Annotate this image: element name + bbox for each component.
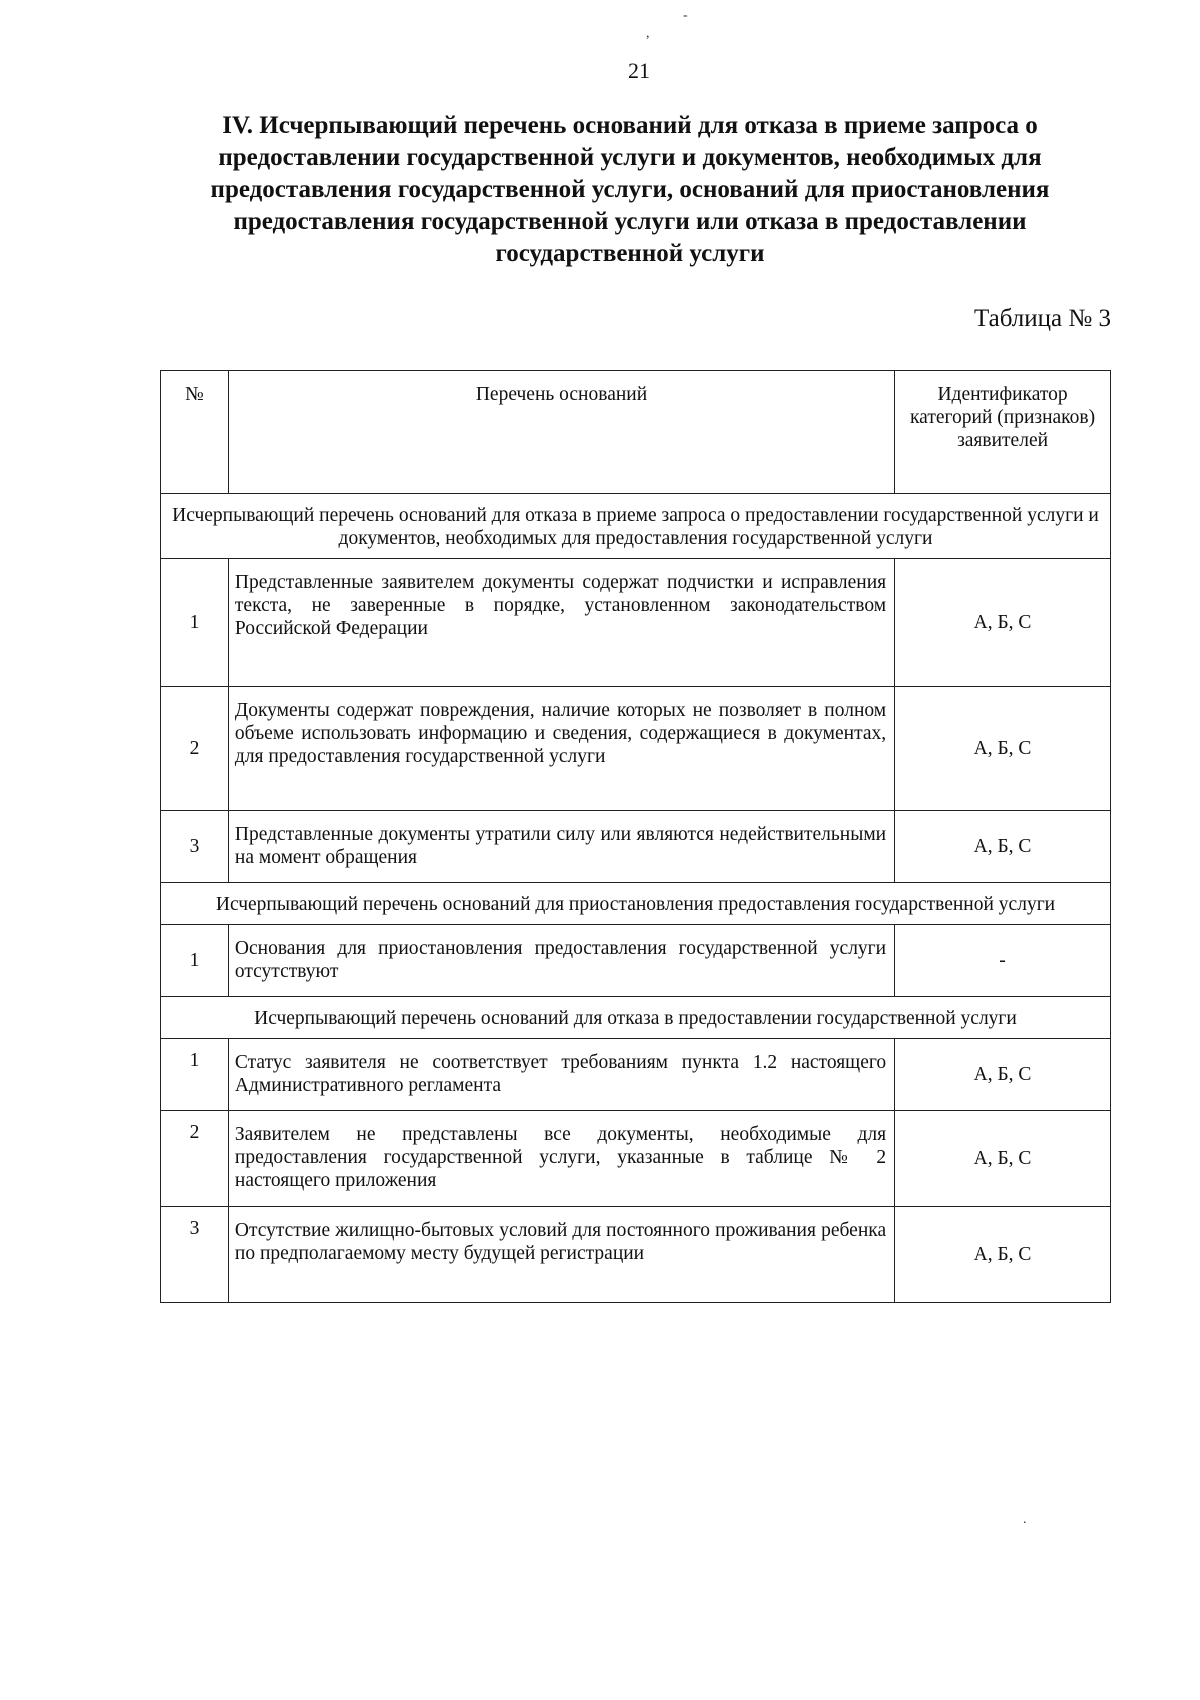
row-identifier: А, Б, С: [895, 559, 1111, 687]
section-heading-row: [161, 883, 1111, 925]
row-num: 3: [161, 1207, 229, 1303]
header-grounds: Перечень оснований: [228, 371, 894, 494]
section-heading: Исчерпывающий перечень оснований для отказа в предоставлении государственной услуги: [161, 997, 1111, 1039]
row-num: 1: [161, 559, 229, 687]
scan-mark-top: -: [683, 8, 688, 23]
row-text: Основания для приостановления предоставления государственной услуги отсутствуют: [228, 925, 894, 997]
table-row: [161, 687, 1111, 811]
row-text: Представленные заявителем документы содержат подчистки и исправления текста, не заверенные в порядке, установленном законодательством Российской Федерации: [228, 559, 894, 687]
header-num: №: [161, 371, 229, 494]
row-text: Представленные документы утратили силу или являются недействительными на момент обращения: [228, 811, 894, 883]
section-title: IV. Исчерпывающий перечень оснований для отказа в приеме запроса о предоставлении государственной услуги и документов, необходимых для предоставления государственной услуги, оснований для приостановления предоставления государственной услуги или отказа в предоставлении государственной услуги: [210, 112, 1050, 267]
row-text: Отсутствие жилищно-бытовых условий для постоянного проживания ребенка по предполагаемому месту будущей регистрации: [228, 1207, 894, 1303]
row-text: Документы содержат повреждения, наличие которых не позволяет в полном объеме использовать информацию и сведения, содержащиеся в документах, для предоставления государственной услуги: [228, 687, 894, 811]
row-text: Статус заявителя не соответствует требованиям пункта 1.2 настоящего Административного регламента: [228, 1039, 894, 1111]
row-identifier: А, Б, С: [895, 1111, 1111, 1207]
row-num: 1: [161, 925, 229, 997]
row-identifier: А, Б, С: [895, 1207, 1111, 1303]
table-caption: Таблица № 3: [973, 305, 1111, 332]
grounds-table: [160, 370, 1111, 1303]
scan-mark-bottom: .: [1023, 1512, 1027, 1527]
section-heading: Исчерпывающий перечень оснований для отказа в приеме запроса о предоставлении государственной услуги и документов, необходимых для предоставления государственной услуги: [161, 494, 1111, 559]
row-identifier: -: [895, 925, 1111, 997]
scan-mark-top-2: ,: [646, 26, 650, 41]
table-header-row: [161, 371, 1111, 494]
row-identifier: А, Б, С: [895, 1039, 1111, 1111]
table-row: [161, 559, 1111, 687]
row-identifier: А, Б, С: [895, 687, 1111, 811]
table-row: [161, 1111, 1111, 1207]
row-num: 3: [161, 811, 229, 883]
table-row: [161, 811, 1111, 883]
row-num: 2: [161, 687, 229, 811]
table-row: [161, 1039, 1111, 1111]
section-heading-row: [161, 494, 1111, 559]
page-number: 21: [628, 58, 650, 83]
row-num: 2: [161, 1111, 229, 1207]
row-num: 1: [161, 1039, 229, 1111]
table-row: [161, 1207, 1111, 1303]
row-identifier: А, Б, С: [895, 811, 1111, 883]
section-heading-row: [161, 997, 1111, 1039]
table-row: [161, 925, 1111, 997]
section-heading: Исчерпывающий перечень оснований для приостановления предоставления государственной услуги: [161, 883, 1111, 925]
header-identifier: Идентификатор категорий (признаков) заявителей: [895, 371, 1111, 494]
row-text: Заявителем не представлены все документы, необходимые для предоставления государственной услуги, указанные в таблице № 2 настоящего приложения: [228, 1111, 894, 1207]
